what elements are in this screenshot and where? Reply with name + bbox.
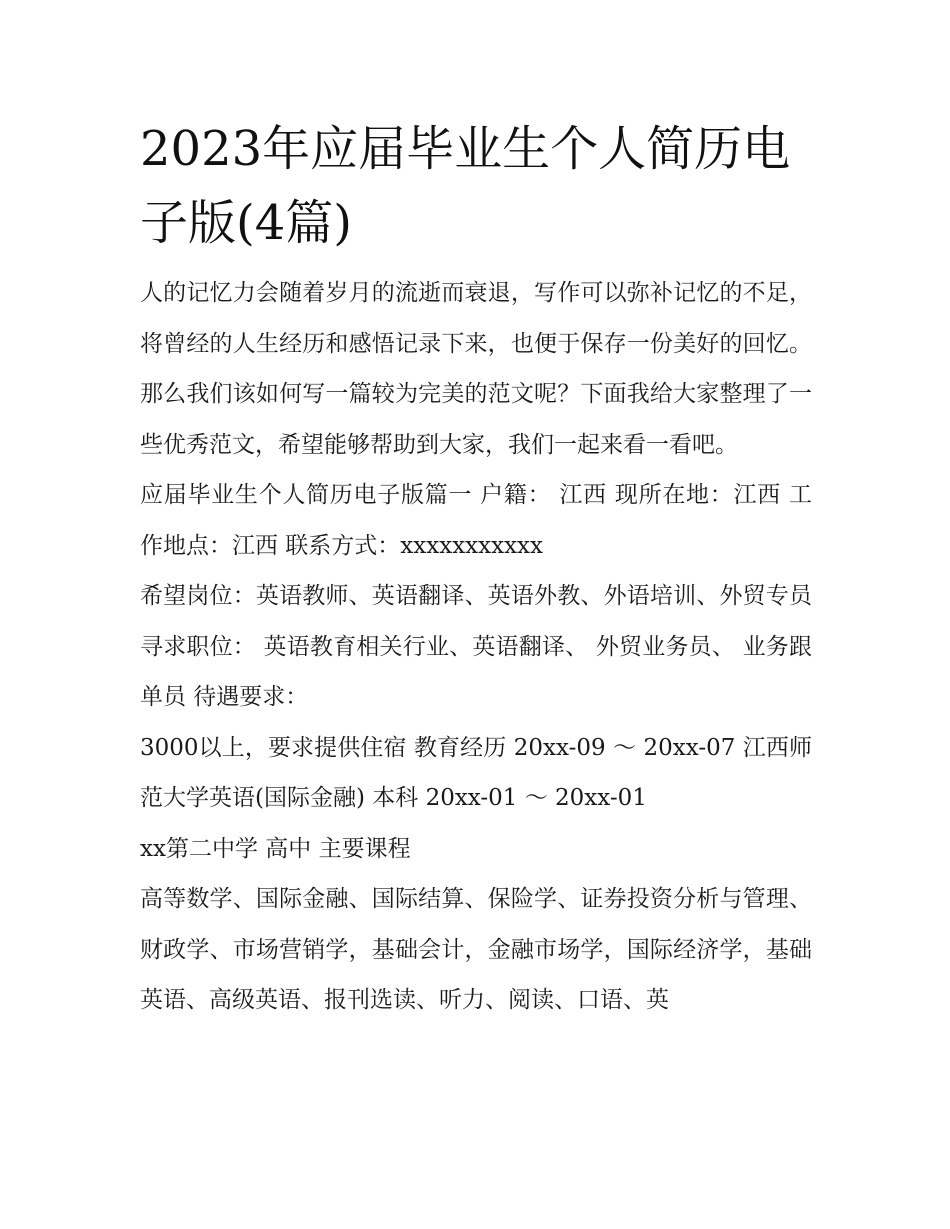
resume-job-intention: 希望岗位：英语教师、英语翻译、英语外教、外语培训、外贸专员 寻求职位： 英语教育相关行业、英语翻译、 外贸业务员、 业务跟单员 待遇要求： [140,583,812,710]
document-title: 2023年应届毕业生个人简历电子版(4篇) [140,121,791,251]
resume-education: 3000以上，要求提供住宿 教育经历 20xx-09 ～ 20xx-07 江西师范大学英语(国际金融) 本科 20xx-01 ～ 20xx-01 [140,734,812,811]
resume-basic-info: 应届毕业生个人简历电子版篇一 户籍： 江西 现所在地：江西 工作地点：江西 联系方式：xxxxxxxxxxx [140,482,812,559]
intro-paragraph: 人的记忆力会随着岁月的流逝而衰退，写作可以弥补记忆的不足，将曾经的人生经历和感悟记录下来，也便于保存一份美好的回忆。那么我们该如何写一篇较为完美的范文呢？下面我给大家整理了一些优秀范文，希望能够帮助到大家，我们一起来看一看吧。 [140,280,812,458]
resume-high-school: xx第二中学 高中 主要课程 [140,835,411,862]
resume-courses: 高等数学、国际金融、国际结算、保险学、证券投资分析与管理、财政学、市场营销学，基础会计，金融市场学，国际经济学，基础英语、高级英语、报刊选读、听力、阅读、口语、英 [140,886,812,1013]
document-page [140,112,812,1026]
